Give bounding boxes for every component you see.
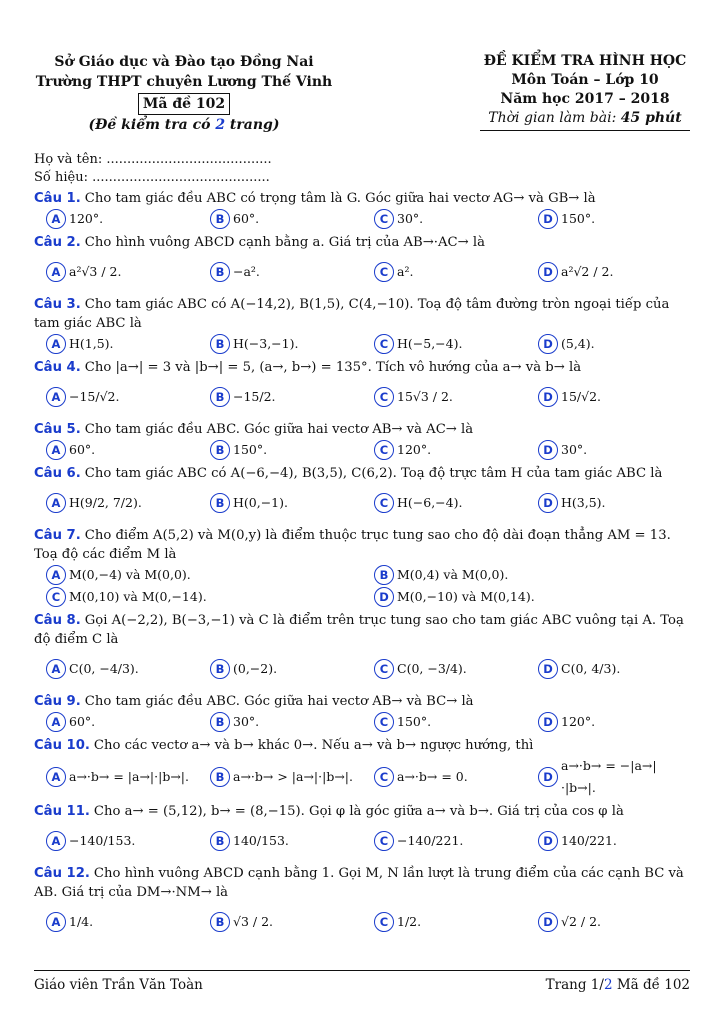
option-letter: B: [210, 209, 230, 229]
option-letter: C: [374, 387, 394, 407]
option-text: 1/4.: [69, 914, 94, 929]
question-number: Câu 6.: [34, 466, 81, 481]
option-letter: A: [46, 912, 66, 932]
option-text: H(1,5).: [69, 336, 114, 351]
option-letter: D: [538, 712, 558, 732]
question-text: Cho điểm A(5,2) và M(0,y) là điểm thuộc trục tung sao cho độ dài đoạn thẳng AM = 13. Toạ độ các điểm M là: [34, 528, 671, 562]
question-2: [34, 233, 690, 292]
question-text: Cho |a→| = 3 và |b→| = 5, (a→, b→) = 135°. Tích vô hướng của a→ và b→ là: [84, 360, 582, 375]
name-line: Họ và tên: ........................................: [34, 152, 272, 167]
question-5: [34, 420, 690, 461]
answer-option-d[interactable]: [526, 208, 690, 230]
option-letter: D: [538, 493, 558, 513]
answer-option-c[interactable]: [362, 333, 526, 355]
answer-options: [34, 483, 690, 523]
answer-option-a[interactable]: [34, 483, 198, 523]
option-letter: A: [46, 209, 66, 229]
question-text: Cho a→ = (5,12), b→ = (8,−15). Gọi φ là góc giữa a→ và b→. Giá trị của cos φ là: [93, 804, 624, 819]
option-text: −140/221.: [397, 833, 464, 848]
question-text: Cho hình vuông ABCD cạnh bằng a. Giá trị của AB→·AC→ là: [84, 235, 485, 250]
option-letter: B: [210, 659, 230, 679]
option-letter: C: [374, 831, 394, 851]
option-text: 120°.: [397, 442, 432, 457]
subject: Môn Toán – Lớp 10: [511, 72, 659, 88]
option-letter: C: [374, 334, 394, 354]
answer-option-b[interactable]: [198, 252, 362, 292]
option-text: a→·b→ > |a→|·|b→|.: [233, 769, 353, 784]
answer-option-a[interactable]: [34, 564, 362, 586]
question-7: [34, 526, 690, 608]
option-text: 140/221.: [561, 833, 617, 848]
option-text: a².: [397, 264, 414, 279]
option-letter: A: [46, 659, 66, 679]
question-number: Câu 3.: [34, 297, 81, 312]
option-letter: C: [374, 209, 394, 229]
question-number: Câu 10.: [34, 738, 90, 753]
option-text: (0,−2).: [233, 661, 278, 676]
question-10: [34, 736, 690, 799]
answer-option-d[interactable]: [526, 333, 690, 355]
answer-option-d[interactable]: [526, 902, 690, 942]
option-text: −140/153.: [69, 833, 136, 848]
option-letter: C: [374, 912, 394, 932]
option-letter: D: [538, 659, 558, 679]
option-letter: C: [374, 440, 394, 460]
option-letter: A: [46, 493, 66, 513]
answer-option-d[interactable]: [526, 377, 690, 417]
option-letter: D: [538, 767, 558, 787]
answer-option-b[interactable]: [198, 439, 362, 461]
option-letter: C: [374, 659, 394, 679]
option-letter: B: [210, 912, 230, 932]
option-letter: C: [374, 712, 394, 732]
option-text: −15/√2.: [69, 389, 120, 404]
option-text: 60°.: [69, 442, 96, 457]
option-text: a²√3 / 2.: [69, 264, 122, 279]
option-letter: D: [538, 440, 558, 460]
option-letter: D: [374, 587, 394, 607]
option-text: 150°.: [561, 211, 596, 226]
option-letter: D: [538, 387, 558, 407]
time-limit: Thời gian làm bài: 45 phút: [480, 109, 690, 131]
answer-option-c[interactable]: [362, 252, 526, 292]
option-letter: A: [46, 712, 66, 732]
answer-option-d[interactable]: [526, 821, 690, 861]
question-text: Cho tam giác đều ABC. Góc giữa hai vectơ AB→ và AC→ là: [84, 422, 474, 437]
question-number: Câu 2.: [34, 235, 81, 250]
header-left: [34, 52, 334, 135]
option-text: 15√3 / 2.: [397, 389, 453, 404]
answer-option-d[interactable]: [526, 439, 690, 461]
answer-option-a[interactable]: [34, 766, 198, 788]
answer-options: [34, 208, 690, 230]
question-12: [34, 864, 690, 942]
answer-option-d[interactable]: [526, 252, 690, 292]
question-8: [34, 611, 690, 689]
answer-option-d[interactable]: [526, 483, 690, 523]
answer-option-b[interactable]: [198, 333, 362, 355]
answer-options: [34, 755, 690, 799]
option-text: 30°.: [561, 442, 588, 457]
answer-option-c[interactable]: [362, 483, 526, 523]
option-text: 60°.: [233, 211, 260, 226]
option-letter: C: [374, 493, 394, 513]
answer-option-b[interactable]: [198, 208, 362, 230]
option-text: a→·b→ = |a→|·|b→|.: [69, 769, 189, 784]
option-letter: B: [210, 712, 230, 732]
question-3: [34, 295, 690, 355]
answer-option-d[interactable]: [526, 755, 690, 799]
option-text: C(0, −3/4).: [397, 661, 467, 676]
option-letter: A: [46, 334, 66, 354]
answer-option-c[interactable]: [362, 377, 526, 417]
option-text: M(0,4) và M(0,0).: [397, 567, 509, 582]
answer-option-c[interactable]: [362, 766, 526, 788]
option-letter: D: [538, 831, 558, 851]
answer-option-b[interactable]: [198, 902, 362, 942]
answer-option-a[interactable]: [34, 821, 198, 861]
answer-option-c[interactable]: [362, 208, 526, 230]
answer-option-a[interactable]: [34, 439, 198, 461]
exam-title: ĐỀ KIỂM TRA HÌNH HỌC: [483, 53, 687, 69]
question-list: [34, 189, 690, 945]
question-4: [34, 358, 690, 417]
option-letter: B: [210, 387, 230, 407]
option-letter: B: [210, 440, 230, 460]
question-text: Cho tam giác ABC có A(−14,2), B(1,5), C(4,−10). Toạ độ tâm đường tròn ngoại tiếp của tam giác ABC là: [34, 297, 670, 331]
department: Sở Giáo dục và Đào tạo Đồng Nai: [54, 54, 314, 70]
option-letter: B: [210, 262, 230, 282]
answer-option-a[interactable]: [34, 711, 198, 733]
answer-options: [34, 902, 690, 942]
option-text: 60°.: [69, 714, 96, 729]
answer-option-a[interactable]: [34, 377, 198, 417]
question-number: Câu 8.: [34, 613, 81, 628]
question-number: Câu 9.: [34, 694, 81, 709]
question-number: Câu 7.: [34, 528, 81, 543]
answer-options: [34, 252, 690, 292]
question-number: Câu 12.: [34, 866, 90, 881]
option-text: H(−3,−1).: [233, 336, 299, 351]
exam-page: [34, 0, 690, 1024]
option-text: a→·b→ = 0.: [397, 769, 468, 784]
question-11: [34, 802, 690, 861]
answer-option-c[interactable]: [362, 711, 526, 733]
school-name: Trường THPT chuyên Lương Thế Vinh: [35, 74, 333, 90]
question-6: [34, 464, 690, 523]
answer-option-c[interactable]: [362, 821, 526, 861]
answer-option-c[interactable]: [34, 586, 362, 608]
option-text: H(0,−1).: [233, 495, 288, 510]
answer-option-b[interactable]: [198, 649, 362, 689]
answer-option-b[interactable]: [198, 483, 362, 523]
option-text: −15/2.: [233, 389, 276, 404]
answer-options: [34, 711, 690, 733]
question-text: Cho tam giác đều ABC có trọng tâm là G. Góc giữa hai vectơ AG→ và GB→ là: [84, 191, 596, 206]
option-text: M(0,−10) và M(0,14).: [397, 589, 535, 604]
option-letter: C: [46, 587, 66, 607]
option-letter: A: [46, 767, 66, 787]
question-number: Câu 4.: [34, 360, 81, 375]
answer-options: [34, 377, 690, 417]
page-number: Trang 1/2 Mã đề 102: [545, 977, 690, 993]
answer-options: [34, 821, 690, 861]
answer-options: [34, 333, 690, 355]
school-year: Năm học 2017 – 2018: [500, 91, 670, 107]
answer-option-d[interactable]: [526, 711, 690, 733]
answer-option-c[interactable]: [362, 649, 526, 689]
question-text: Cho các vectơ a→ và b→ khác 0→. Nếu a→ và b→ ngược hướng, thì: [93, 738, 534, 753]
answer-option-c[interactable]: [362, 439, 526, 461]
option-text: H(−5,−4).: [397, 336, 463, 351]
answer-options: [34, 439, 690, 461]
option-text: 150°.: [397, 714, 432, 729]
question-number: Câu 5.: [34, 422, 81, 437]
answer-option-a[interactable]: [34, 649, 198, 689]
option-letter: A: [46, 440, 66, 460]
footer: [34, 970, 690, 993]
answer-options: [34, 649, 690, 689]
answer-option-a[interactable]: [34, 208, 198, 230]
answer-option-a[interactable]: [34, 902, 198, 942]
option-letter: B: [210, 831, 230, 851]
answer-option-c[interactable]: [362, 902, 526, 942]
option-letter: D: [538, 334, 558, 354]
option-text: a²√2 / 2.: [561, 264, 614, 279]
option-letter: D: [538, 209, 558, 229]
option-letter: C: [374, 262, 394, 282]
answer-option-b[interactable]: [198, 711, 362, 733]
option-letter: D: [538, 262, 558, 282]
answer-option-d[interactable]: [362, 586, 690, 608]
option-text: 120°.: [69, 211, 104, 226]
question-9: [34, 692, 690, 733]
question-text: Gọi A(−2,2), B(−3,−1) và C là điểm trên trục tung sao cho tam giác ABC vuông tại A. Toạ độ điểm C là: [34, 613, 684, 647]
student-info: [34, 151, 272, 187]
option-letter: A: [46, 387, 66, 407]
page-note: (Đề kiểm tra có 2 trang): [88, 117, 280, 133]
option-text: 120°.: [561, 714, 596, 729]
answer-option-b[interactable]: [198, 821, 362, 861]
option-text: 30°.: [397, 211, 424, 226]
option-letter: B: [210, 493, 230, 513]
option-text: C(0, 4/3).: [561, 661, 621, 676]
option-letter: B: [374, 565, 394, 585]
option-letter: D: [538, 912, 558, 932]
option-letter: A: [46, 831, 66, 851]
teacher-name: Giáo viên Trần Văn Toàn: [34, 977, 203, 993]
option-text: −a².: [233, 264, 260, 279]
option-letter: B: [210, 334, 230, 354]
option-text: 30°.: [233, 714, 260, 729]
option-text: a→·b→ = −|a→|·|b→|.: [561, 758, 657, 795]
option-text: H(3,5).: [561, 495, 606, 510]
option-letter: B: [210, 767, 230, 787]
id-line: Số hiệu: ...........................................: [34, 170, 270, 185]
option-text: H(−6,−4).: [397, 495, 463, 510]
option-text: (5,4).: [561, 336, 595, 351]
option-letter: C: [374, 767, 394, 787]
question-1: [34, 189, 690, 230]
option-text: 1/2.: [397, 914, 422, 929]
answer-option-d[interactable]: [526, 649, 690, 689]
option-text: M(0,−4) và M(0,0).: [69, 567, 191, 582]
option-letter: A: [46, 565, 66, 585]
question-text: Cho tam giác đều ABC. Góc giữa hai vectơ AB→ và BC→ là: [84, 694, 474, 709]
option-text: √3 / 2.: [233, 914, 274, 929]
option-text: H(9/2, 7/2).: [69, 495, 142, 510]
answer-options: [34, 564, 690, 608]
question-number: Câu 11.: [34, 804, 90, 819]
question-text: Cho tam giác ABC có A(−6,−4), B(3,5), C(6,2). Toạ độ trực tâm H của tam giác ABC là: [84, 466, 663, 481]
exam-code: Mã đề 102: [138, 93, 230, 115]
option-text: C(0, −4/3).: [69, 661, 139, 676]
question-text: Cho hình vuông ABCD cạnh bằng 1. Gọi M, N lần lượt là trung điểm của các cạnh BC và AB. Giá trị của DM→·NM→ là: [34, 866, 684, 900]
answer-option-b[interactable]: [198, 766, 362, 788]
option-text: 150°.: [233, 442, 268, 457]
option-text: 15/√2.: [561, 389, 602, 404]
answer-option-b[interactable]: [198, 377, 362, 417]
option-text: 140/153.: [233, 833, 289, 848]
header-right: [480, 52, 690, 131]
option-letter: A: [46, 262, 66, 282]
answer-option-b[interactable]: [362, 564, 690, 586]
answer-option-a[interactable]: [34, 333, 198, 355]
option-text: √2 / 2.: [561, 914, 602, 929]
question-number: Câu 1.: [34, 191, 81, 206]
answer-option-a[interactable]: [34, 252, 198, 292]
option-text: M(0,10) và M(0,−14).: [69, 589, 207, 604]
